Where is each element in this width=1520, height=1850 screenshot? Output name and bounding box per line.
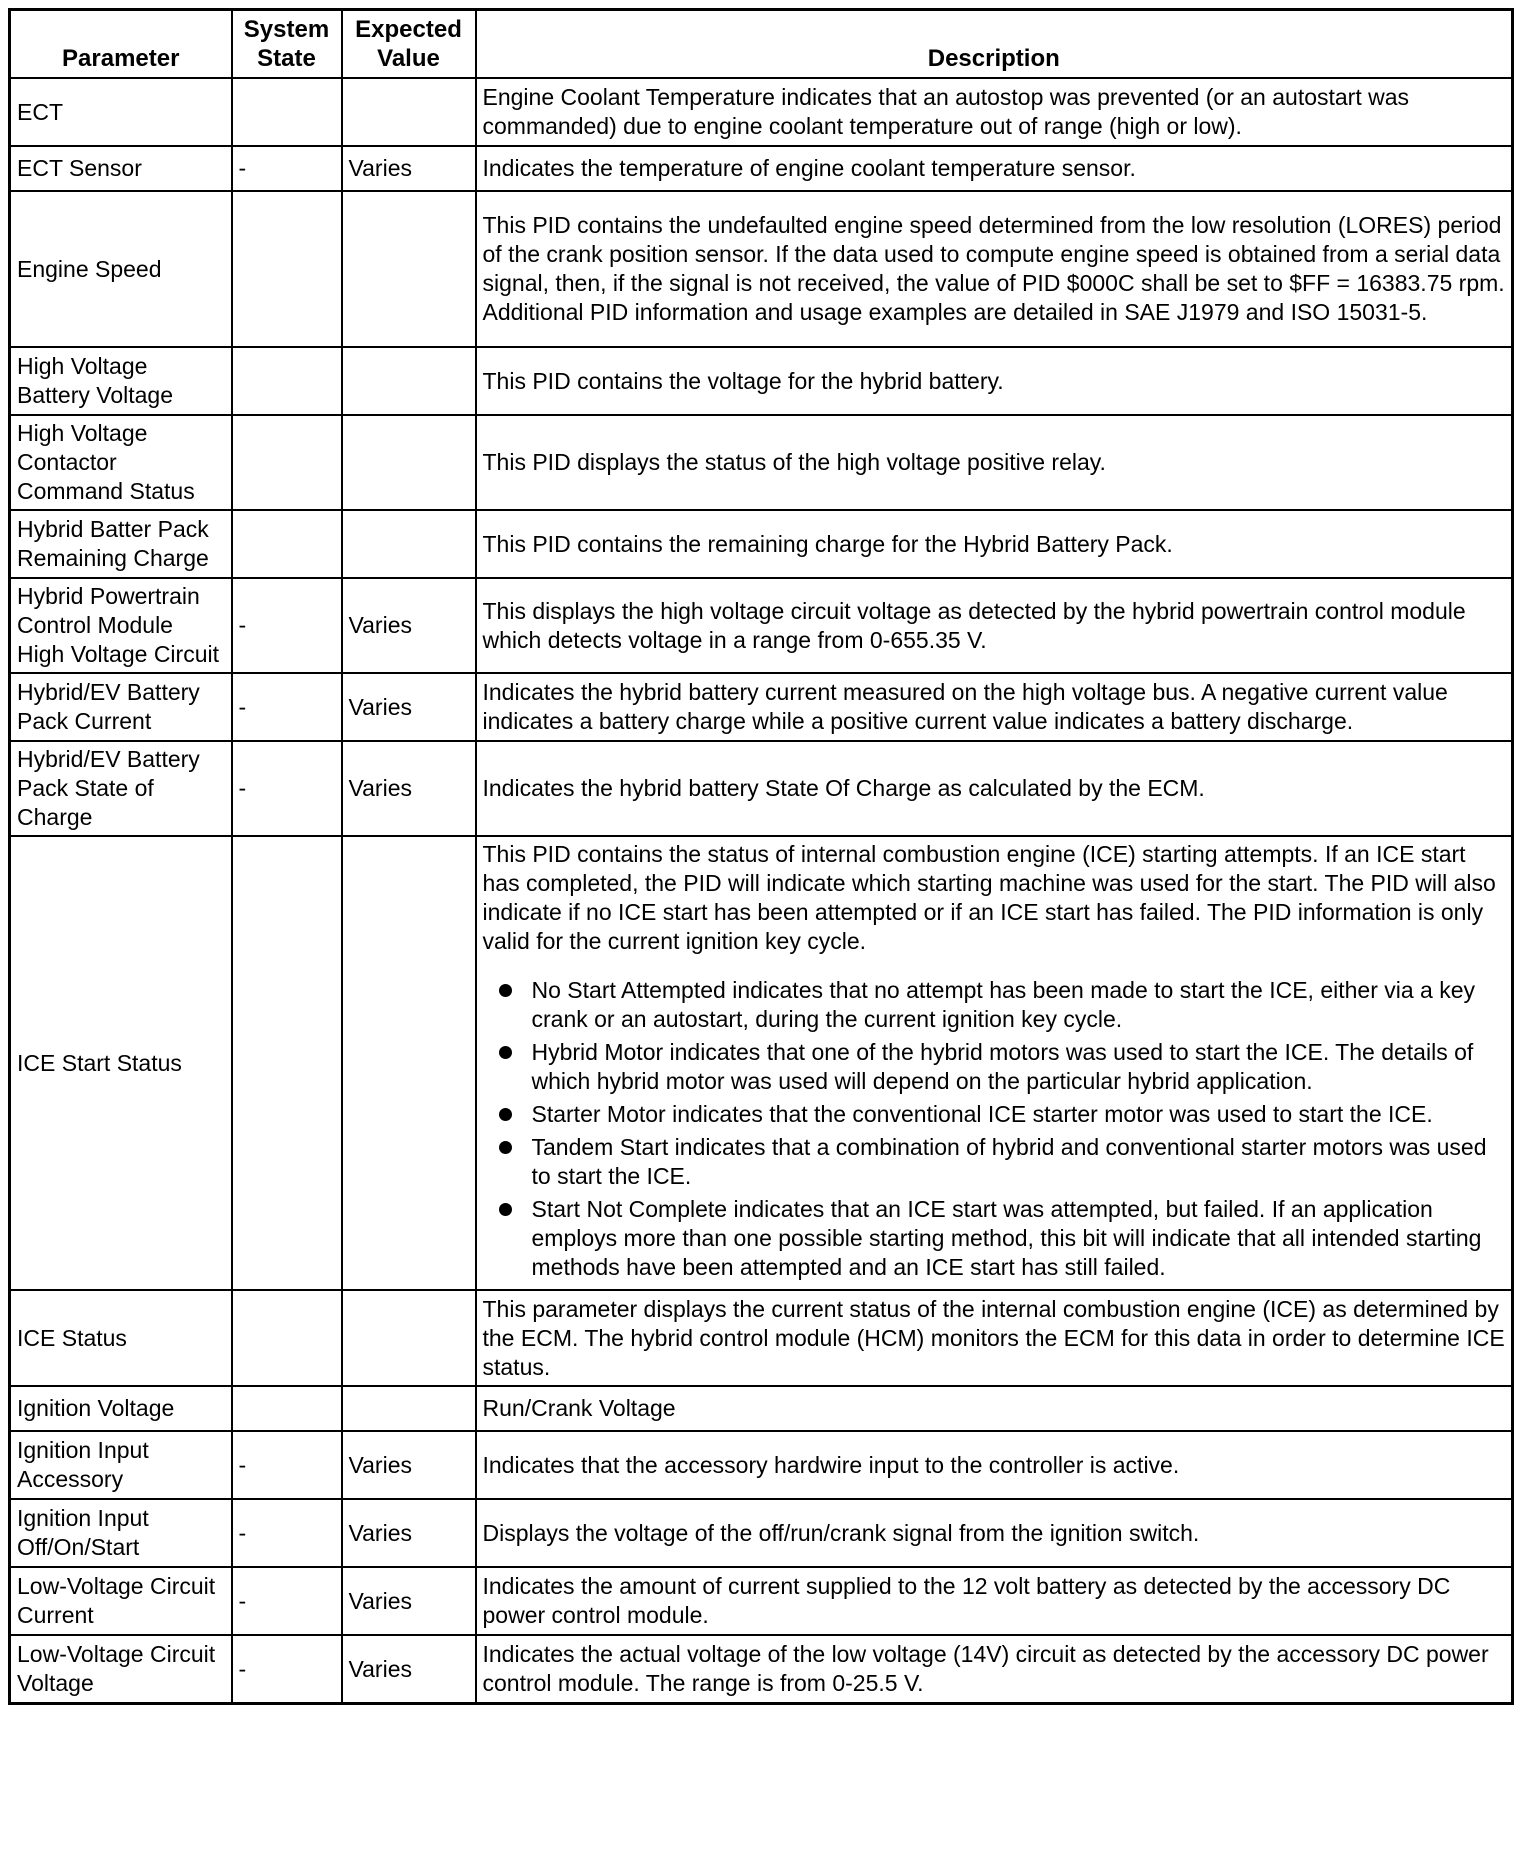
table-row (10, 1290, 1513, 1386)
system-state-cell (232, 78, 342, 146)
table-row (10, 836, 1513, 1290)
expected-value-cell: Varies (342, 1567, 476, 1635)
parameter-cell: High Voltage Battery Voltage (10, 347, 232, 415)
list-item (483, 1038, 1506, 1096)
system-state-cell: - (232, 741, 342, 836)
description-cell: This PID contains the undefaulted engine speed determined from the low resolution (LORES) period of the crank position sensor. If the data used to compute engine speed is obtained from a serial data signal, then, if the signal is not received, the value of PID $000C shall be set to $FF = 16383.75 rpm. Additional PID information and usage examples are detailed in SAE J1979 and ISO 15031-5. (476, 191, 1513, 347)
expected-value-cell: Varies (342, 1431, 476, 1499)
parameter-cell: Hybrid/EV Battery Pack Current (10, 673, 232, 741)
description-cell: Indicates that the accessory hardwire input to the controller is active. (476, 1431, 1513, 1499)
expected-value-cell (342, 836, 476, 1290)
bullet-list (483, 976, 1506, 1282)
list-item (483, 1100, 1506, 1129)
description-cell: Run/Crank Voltage (476, 1386, 1513, 1431)
system-state-cell: - (232, 1567, 342, 1635)
table-row (10, 741, 1513, 836)
system-state-cell (232, 347, 342, 415)
table-header-row (10, 10, 1513, 79)
description-cell: This PID contains the remaining charge for the Hybrid Battery Pack. (476, 510, 1513, 578)
description-cell: This PID contains the voltage for the hybrid battery. (476, 347, 1513, 415)
list-item-text: Tandem Start indicates that a combination of hybrid and conventional starter motors was used to start the ICE. (531, 1134, 1487, 1189)
parameter-table (8, 8, 1514, 1705)
table-row (10, 510, 1513, 578)
parameter-cell: ICE Start Status (10, 836, 232, 1290)
system-state-cell (232, 510, 342, 578)
expected-value-cell (342, 347, 476, 415)
list-item-text: No Start Attempted indicates that no attempt has been made to start the ICE, either via a key crank or an autostart, during the current ignition key cycle. (531, 977, 1476, 1032)
description-cell: This PID displays the status of the high voltage positive relay. (476, 415, 1513, 510)
table-row (10, 1635, 1513, 1704)
header-description: Description (476, 10, 1513, 79)
parameter-cell: Hybrid Batter Pack Remaining Charge (10, 510, 232, 578)
header-parameter: Parameter (10, 10, 232, 79)
system-state-cell: - (232, 673, 342, 741)
description-paragraph: This PID contains the status of internal combustion engine (ICE) starting attempts. If an ICE start has completed, the PID will indicate which starting machine was used for the start. The PID will also indicate if no ICE start has been attempted or if an ICE start has failed. The PID information is only valid for the current ignition key cycle. (482, 841, 1496, 954)
description-cell: This displays the high voltage circuit voltage as detected by the hybrid powertrain control module which detects voltage in a range from 0-655.35 V. (476, 578, 1513, 673)
system-state-cell (232, 415, 342, 510)
list-item-text: Hybrid Motor indicates that one of the hybrid motors was used to start the ICE. The details of which hybrid motor was used will depend on the particular hybrid application. (531, 1039, 1474, 1094)
description-cell: Indicates the hybrid battery current measured on the high voltage bus. A negative current value indicates a battery charge while a positive current value indicates a battery discharge. (476, 673, 1513, 741)
description-cell (476, 836, 1513, 1290)
table-row (10, 673, 1513, 741)
bullet-icon (499, 1108, 512, 1121)
table-row (10, 191, 1513, 347)
system-state-cell (232, 1386, 342, 1431)
expected-value-cell: Varies (342, 146, 476, 191)
table-row (10, 578, 1513, 673)
table-row (10, 146, 1513, 191)
parameter-cell: ICE Status (10, 1290, 232, 1386)
list-item (483, 1133, 1506, 1191)
system-state-cell: - (232, 1431, 342, 1499)
parameter-cell: Hybrid/EV Battery Pack State of Charge (10, 741, 232, 836)
system-state-cell: - (232, 578, 342, 673)
description-cell: This parameter displays the current status of the internal combustion engine (ICE) as determined by the ECM. The hybrid control module (HCM) monitors the ECM for this data in order to determine ICE status. (476, 1290, 1513, 1386)
system-state-cell (232, 836, 342, 1290)
system-state-cell: - (232, 1499, 342, 1567)
description-cell: Indicates the temperature of engine coolant temperature sensor. (476, 146, 1513, 191)
parameter-cell: Engine Speed (10, 191, 232, 347)
system-state-cell (232, 191, 342, 347)
bullet-icon (499, 1203, 512, 1216)
header-system-state: System State (232, 10, 342, 79)
description-cell: Indicates the amount of current supplied to the 12 volt battery as detected by the accessory DC power control module. (476, 1567, 1513, 1635)
table-row (10, 347, 1513, 415)
expected-value-cell: Varies (342, 741, 476, 836)
bullet-icon (499, 1141, 512, 1154)
parameter-cell: Low-Voltage Circuit Current (10, 1567, 232, 1635)
system-state-cell: - (232, 1635, 342, 1704)
parameter-cell: Low-Voltage Circuit Voltage (10, 1635, 232, 1704)
document-page (8, 8, 1514, 1705)
parameter-cell: Hybrid Powertrain Control Module High Voltage Circuit (10, 578, 232, 673)
parameter-cell: High Voltage Contactor Command Status (10, 415, 232, 510)
list-item (483, 1195, 1506, 1282)
expected-value-cell: Varies (342, 1635, 476, 1704)
expected-value-cell (342, 510, 476, 578)
system-state-cell (232, 1290, 342, 1386)
expected-value-cell (342, 1290, 476, 1386)
bullet-icon (499, 1046, 512, 1059)
list-item (483, 976, 1506, 1034)
bullet-icon (499, 984, 512, 997)
table-row (10, 415, 1513, 510)
table-row (10, 1431, 1513, 1499)
table-row (10, 1567, 1513, 1635)
list-item-text: Starter Motor indicates that the conventional ICE starter motor was used to start the ICE. (531, 1101, 1433, 1127)
parameter-cell: Ignition Voltage (10, 1386, 232, 1431)
expected-value-cell (342, 1386, 476, 1431)
description-cell: Engine Coolant Temperature indicates that an autostop was prevented (or an autostart was commanded) due to engine coolant temperature out of range (high or low). (476, 78, 1513, 146)
description-cell: Indicates the hybrid battery State Of Charge as calculated by the ECM. (476, 741, 1513, 836)
parameter-cell: Ignition Input Accessory (10, 1431, 232, 1499)
table-row (10, 1499, 1513, 1567)
table-row (10, 78, 1513, 146)
parameter-cell: ECT (10, 78, 232, 146)
header-expected-value: Expected Value (342, 10, 476, 79)
parameter-cell: ECT Sensor (10, 146, 232, 191)
table-row (10, 1386, 1513, 1431)
expected-value-cell: Varies (342, 578, 476, 673)
system-state-cell: - (232, 146, 342, 191)
parameter-cell: Ignition Input Off/On/Start (10, 1499, 232, 1567)
expected-value-cell: Varies (342, 1499, 476, 1567)
description-cell: Displays the voltage of the off/run/crank signal from the ignition switch. (476, 1499, 1513, 1567)
expected-value-cell (342, 78, 476, 146)
expected-value-cell (342, 415, 476, 510)
expected-value-cell: Varies (342, 673, 476, 741)
expected-value-cell (342, 191, 476, 347)
description-cell: Indicates the actual voltage of the low voltage (14V) circuit as detected by the accessory DC power control module. The range is from 0-25.5 V. (476, 1635, 1513, 1704)
list-item-text: Start Not Complete indicates that an ICE start was attempted, but failed. If an application employs more than one possible starting method, this bit will indicate that all intended starting methods have been attempted and an ICE start has still failed. (531, 1196, 1482, 1280)
